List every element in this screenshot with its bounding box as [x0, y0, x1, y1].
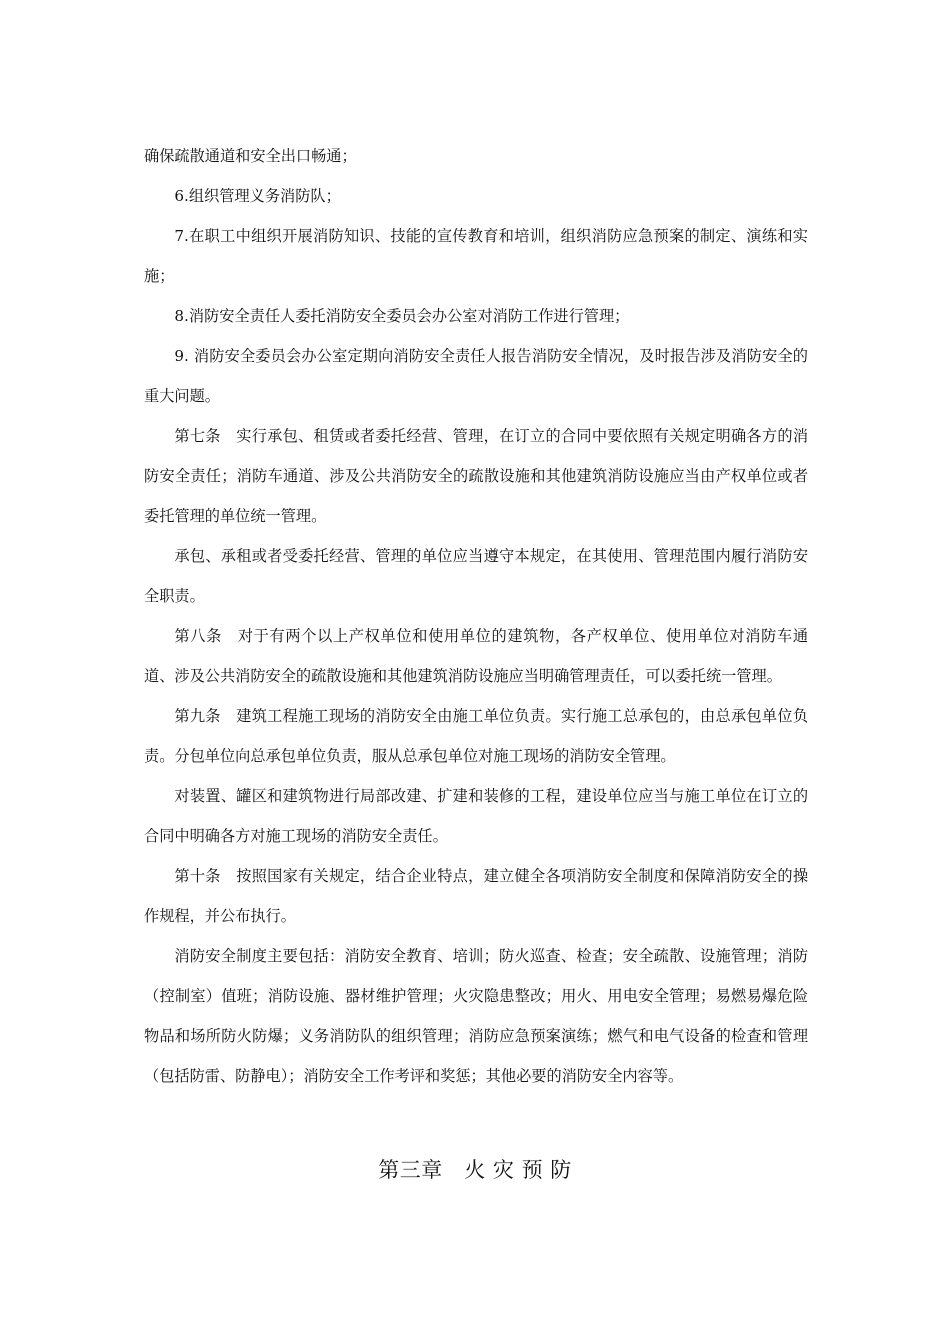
paragraph-7: 承包、承租或者受委托经营、管理的单位应当遵守本规定，在其使用、管理范围内履行消防安全职责。	[144, 547, 808, 605]
article-7: 第七条 实行承包、租赁或者委托经营、管理，在订立的合同中要依照有关规定明确各方的消防安全责任；消防车通道、涉及公共消防安全的疏散设施和其他建筑消防设施应当由产权单位或者委托管理的单位统一管理。	[144, 427, 808, 525]
paragraph-3: 7.在职工中组织开展消防知识、技能的宣传教育和培训，组织消防应急预案的制定、演练和实施；	[144, 227, 808, 285]
document-body	[144, 136, 808, 1096]
article-8: 第八条 对于有两个以上产权单位和使用单位的建筑物，各产权单位、使用单位对消防车通道、涉及公共消防安全的疏散设施和其他建筑消防设施应当明确管理责任，可以委托统一管理。	[144, 627, 808, 685]
article-10: 第十条 按照国家有关规定，结合企业特点，建立健全各项消防安全制度和保障消防安全的操作规程，并公布执行。	[144, 867, 808, 925]
paragraph-1: 确保疏散通道和安全出口畅通；	[144, 147, 357, 165]
paragraph-2: 6.组织管理义务消防队；	[174, 187, 341, 205]
chapter-heading: 第三章 火 灾 预 防	[378, 1158, 572, 1182]
paragraph-4: 8.消防安全责任人委托消防安全委员会办公室对消防工作进行管理；	[174, 307, 630, 325]
article-9: 第九条 建筑工程施工现场的消防安全由施工单位负责。实行施工总承包的，由总承包单位负责。分包单位向总承包单位负责，服从总承包单位对施工现场的消防安全管理。	[144, 707, 808, 765]
paragraph-10: 对装置、罐区和建筑物进行局部改建、扩建和装修的工程，建设单位应当与施工单位在订立的合同中明确各方对施工现场的消防安全责任。	[144, 787, 808, 845]
paragraph-5: 9. 消防安全委员会办公室定期向消防安全责任人报告消防安全情况，及时报告涉及消防安全的重大问题。	[144, 347, 808, 405]
paragraph-12: 消防安全制度主要包括：消防安全教育、培训；防火巡查、检查；安全疏散、设施管理；消防（控制室）值班；消防设施、器材维护管理；火灾隐患整改；用火、用电安全管理；易燃易爆危险物品和场所防火防爆；义务消防队的组织管理；消防应急预案演练；燃气和电气设备的检查和管理（包括防雷、防静电）；消防安全工作考评和奖惩；其他必要的消防安全内容等。	[144, 947, 808, 1085]
